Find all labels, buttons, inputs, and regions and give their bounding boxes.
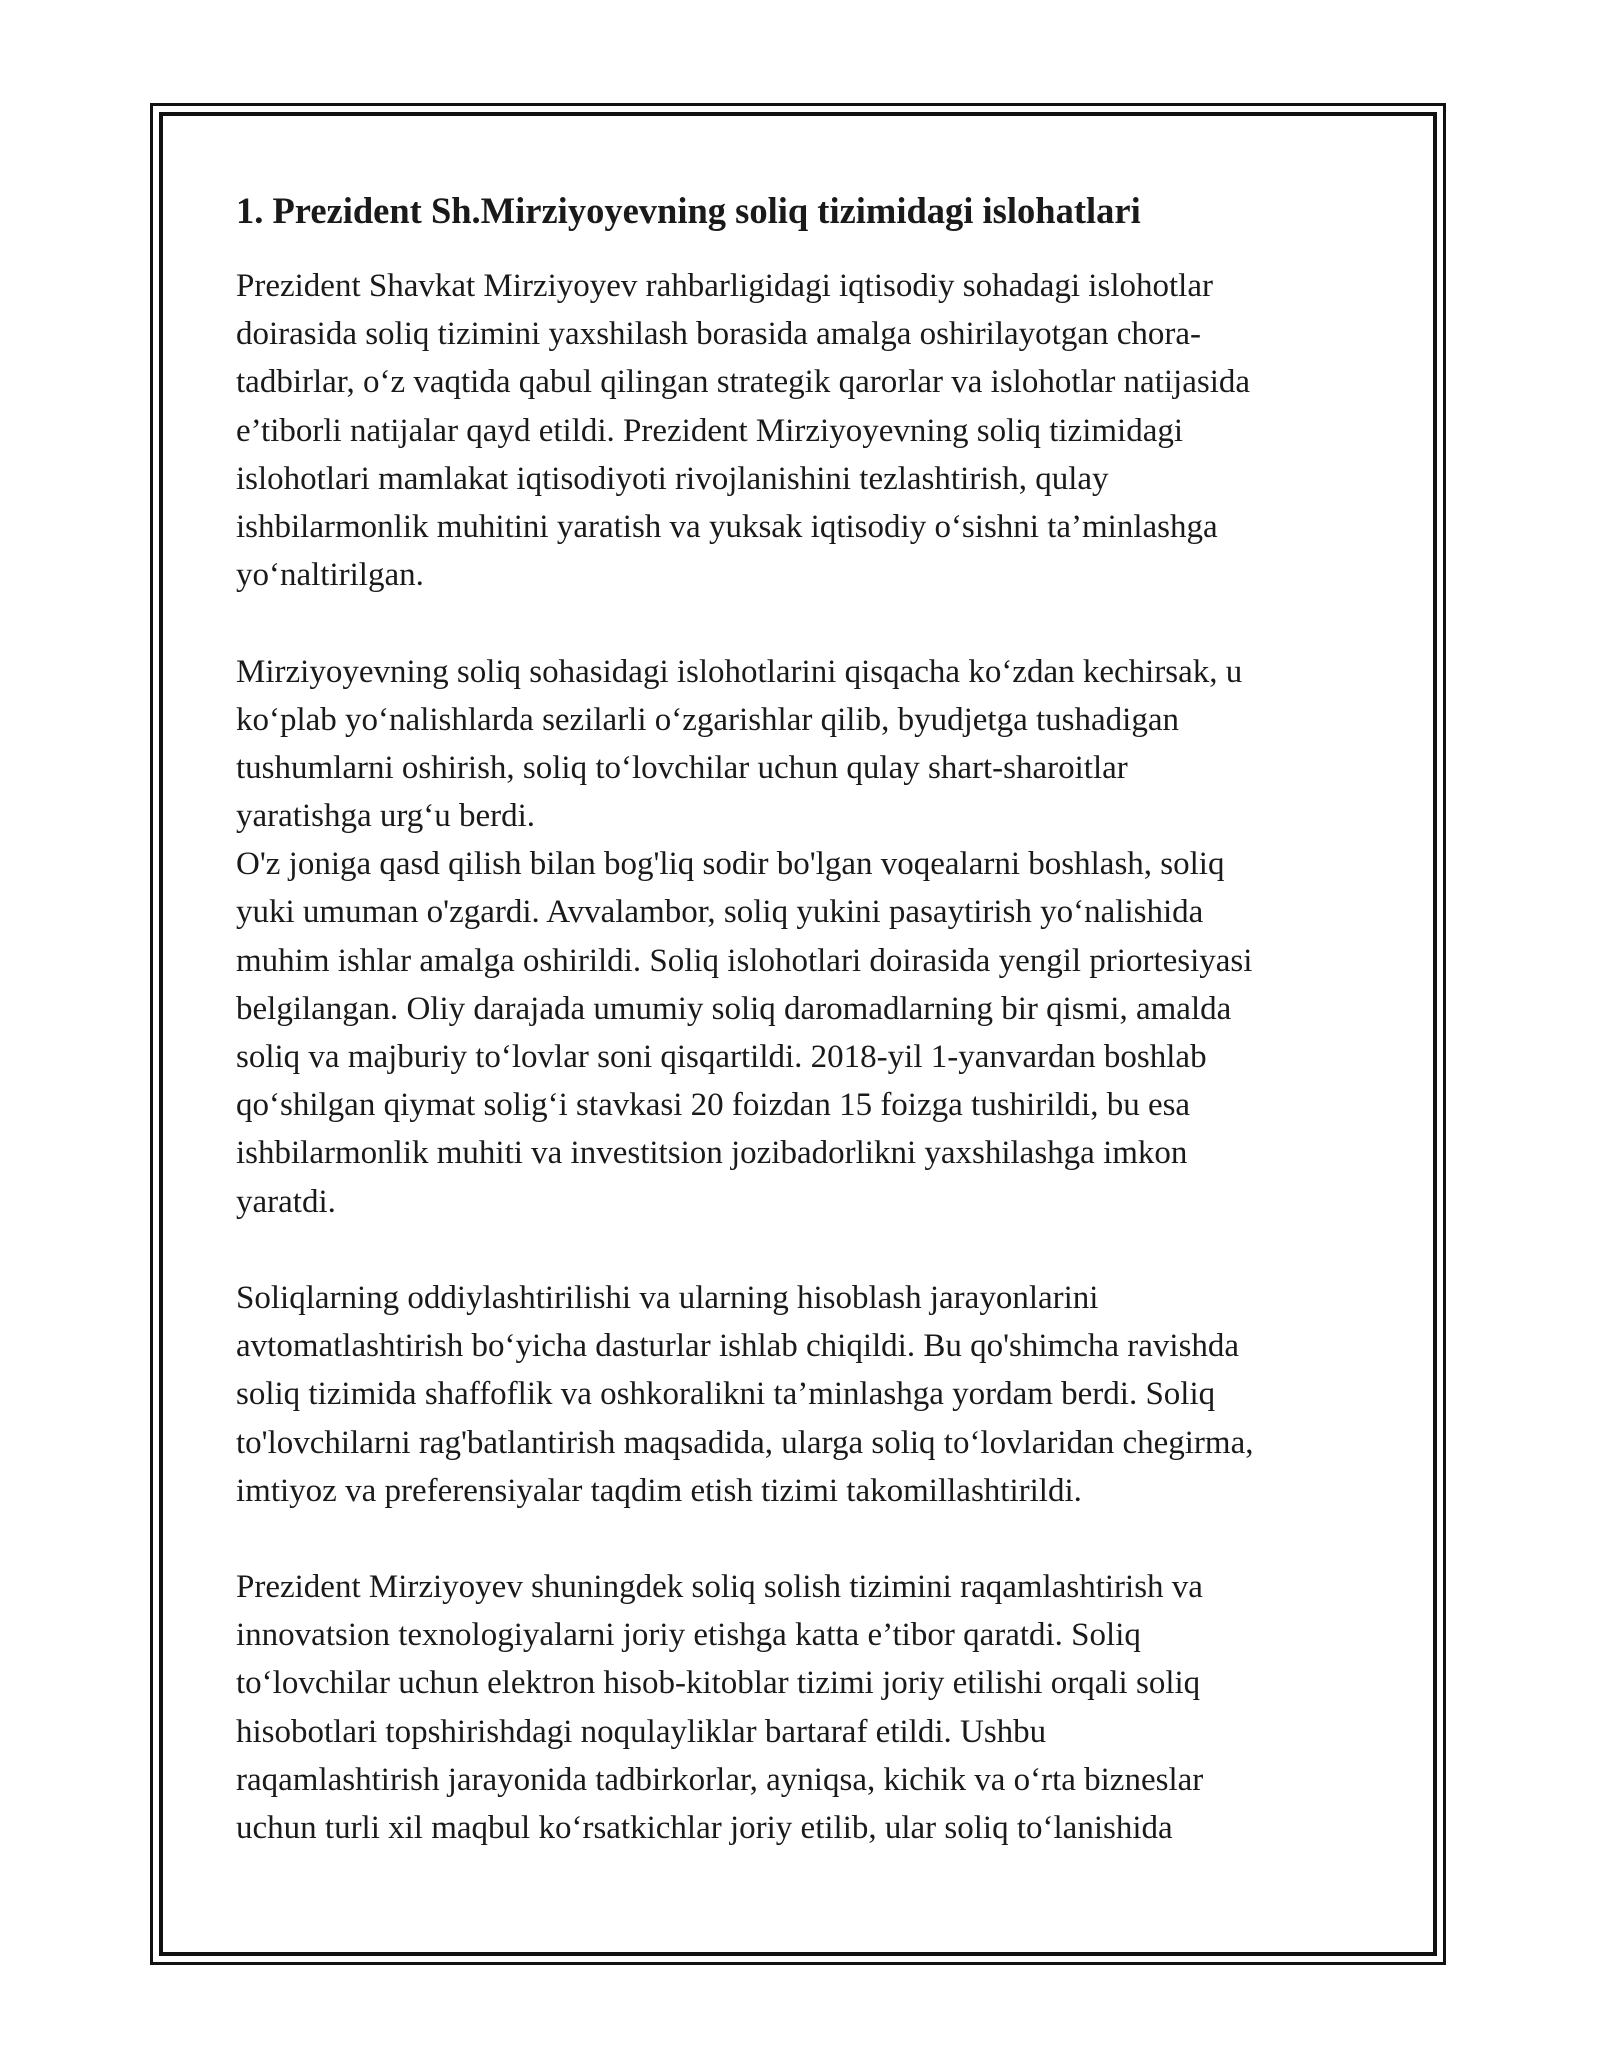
paragraph-4 [236,1563,1386,1852]
text-line: O'z joniga qasd qilish bilan bog'liq sodir bo'lgan voqealarni boshlash, soliq [236,846,1225,883]
paragraph-gap [236,599,1386,647]
text-line: soliq tizimida shaffoflik va oshkoralikni ta’minlashga yordam berdi. Soliq [236,1376,1216,1413]
text-line: yaratishga urg‘u berdi. [236,798,536,835]
text-line: soliq va majburiy to‘lovlar soni qisqartildi. 2018-yil 1-yanvardan boshlab [236,1039,1207,1075]
paragraph-3 [236,1274,1386,1515]
section-heading: 1. Prezident Sh.Mirziyoyevning soliq tizimidagi islohatlari [236,190,1141,231]
text-line: ko‘plab yo‘nalishlarda sezilarli o‘zgarishlar qilib, byudjetga tushadigan [236,701,1179,738]
text-line: islohotlari mamlakat iqtisodiyoti rivojlanishini tezlashtirish, qulay [236,460,1109,497]
text-line: Prezident Shavkat Mirziyoyev rahbarligidagi iqtisodiy sohadagi islohotlar [236,268,1213,304]
text-line: e’tiborli natijalar qayd etildi. Prezident Mirziyoyevning soliq tizimidagi [236,412,1184,449]
paragraph-1 [236,262,1386,599]
document-body [236,186,1386,1852]
text-line: raqamlashtirish jarayonida tadbirkorlar, ayniqsa, kichik va o‘rta bizneslar [236,1761,1204,1798]
text-line: muhim ishlar amalga oshirildi. Soliq islohotlari doirasida yengil priortesiyasi [236,942,1253,979]
text-line: Soliqlarning oddiylashtirilishi va ularning hisoblash jarayonlarini [236,1279,1099,1316]
text-line: to'lovchilarni rag'batlantirish maqsadida, ularga soliq to‘lovlaridan chegirma, [236,1424,1254,1461]
text-line: belgilangan. Oliy darajada umumiy soliq daromadlarning bir qismi, amalda [236,990,1232,1027]
text-line: tushumlarni oshirish, soliq to‘lovchilar uchun qulay shart-sharoitlar [236,749,1128,786]
paragraph-gap [236,1515,1386,1563]
text-line: qo‘shilgan qiymat solig‘i stavkasi 20 foizdan 15 foizga tushirildi, bu esa [236,1087,1191,1124]
text-line: Prezident Mirziyoyev shuningdek soliq solish tizimini raqamlashtirish va [236,1569,1203,1606]
text-line: yo‘naltirilgan. [236,557,424,594]
text-line: ishbilarmonlik muhitini yaratish va yuksak iqtisodiy o‘sishni ta’minlashga [236,508,1218,545]
text-line: innovatsion texnologiyalarni joriy etishga katta e’tibor qaratdi. Soliq [236,1617,1141,1654]
text-line: uchun turli xil maqbul ko‘rsatkichlar joriy etilib, ular soliq to‘lanishida [236,1810,1173,1846]
text-line: imtiyoz va preferensiyalar taqdim etish tizimi takomillashtirildi. [236,1472,1082,1509]
paragraph-gap [236,1226,1386,1274]
paragraph-2 [236,648,1386,1226]
text-line: yuki umuman o'zgardi. Avvalambor, soliq yukini pasaytirish yo‘nalishida [236,894,1204,931]
text-line: doirasida soliq tizimini yaxshilash borasida amalga oshirilayotgan chora- [236,316,1202,353]
text-line: tadbirlar, o‘z vaqtida qabul qilingan strategik qarorlar va islohotlar natijasida [236,364,1251,401]
text-line: hisobotlari topshirishdagi noqulayliklar bartaraf etildi. Ushbu [236,1713,1047,1750]
text-line: Mirziyoyevning soliq sohasidagi islohotlarini qisqacha ko‘zdan kechirsak, u [236,653,1243,690]
text-line: avtomatlashtirish bo‘yicha dasturlar ishlab chiqildi. Bu qo'shimcha ravishda [236,1328,1240,1365]
text-line: to‘lovchilar uchun elektron hisob-kitoblar tizimi joriy etilishi orqali soliq [236,1665,1201,1702]
text-line: ishbilarmonlik muhiti va investitsion jozibadorlikni yaxshilashga imkon [236,1135,1188,1172]
text-line: yaratdi. [236,1183,336,1220]
